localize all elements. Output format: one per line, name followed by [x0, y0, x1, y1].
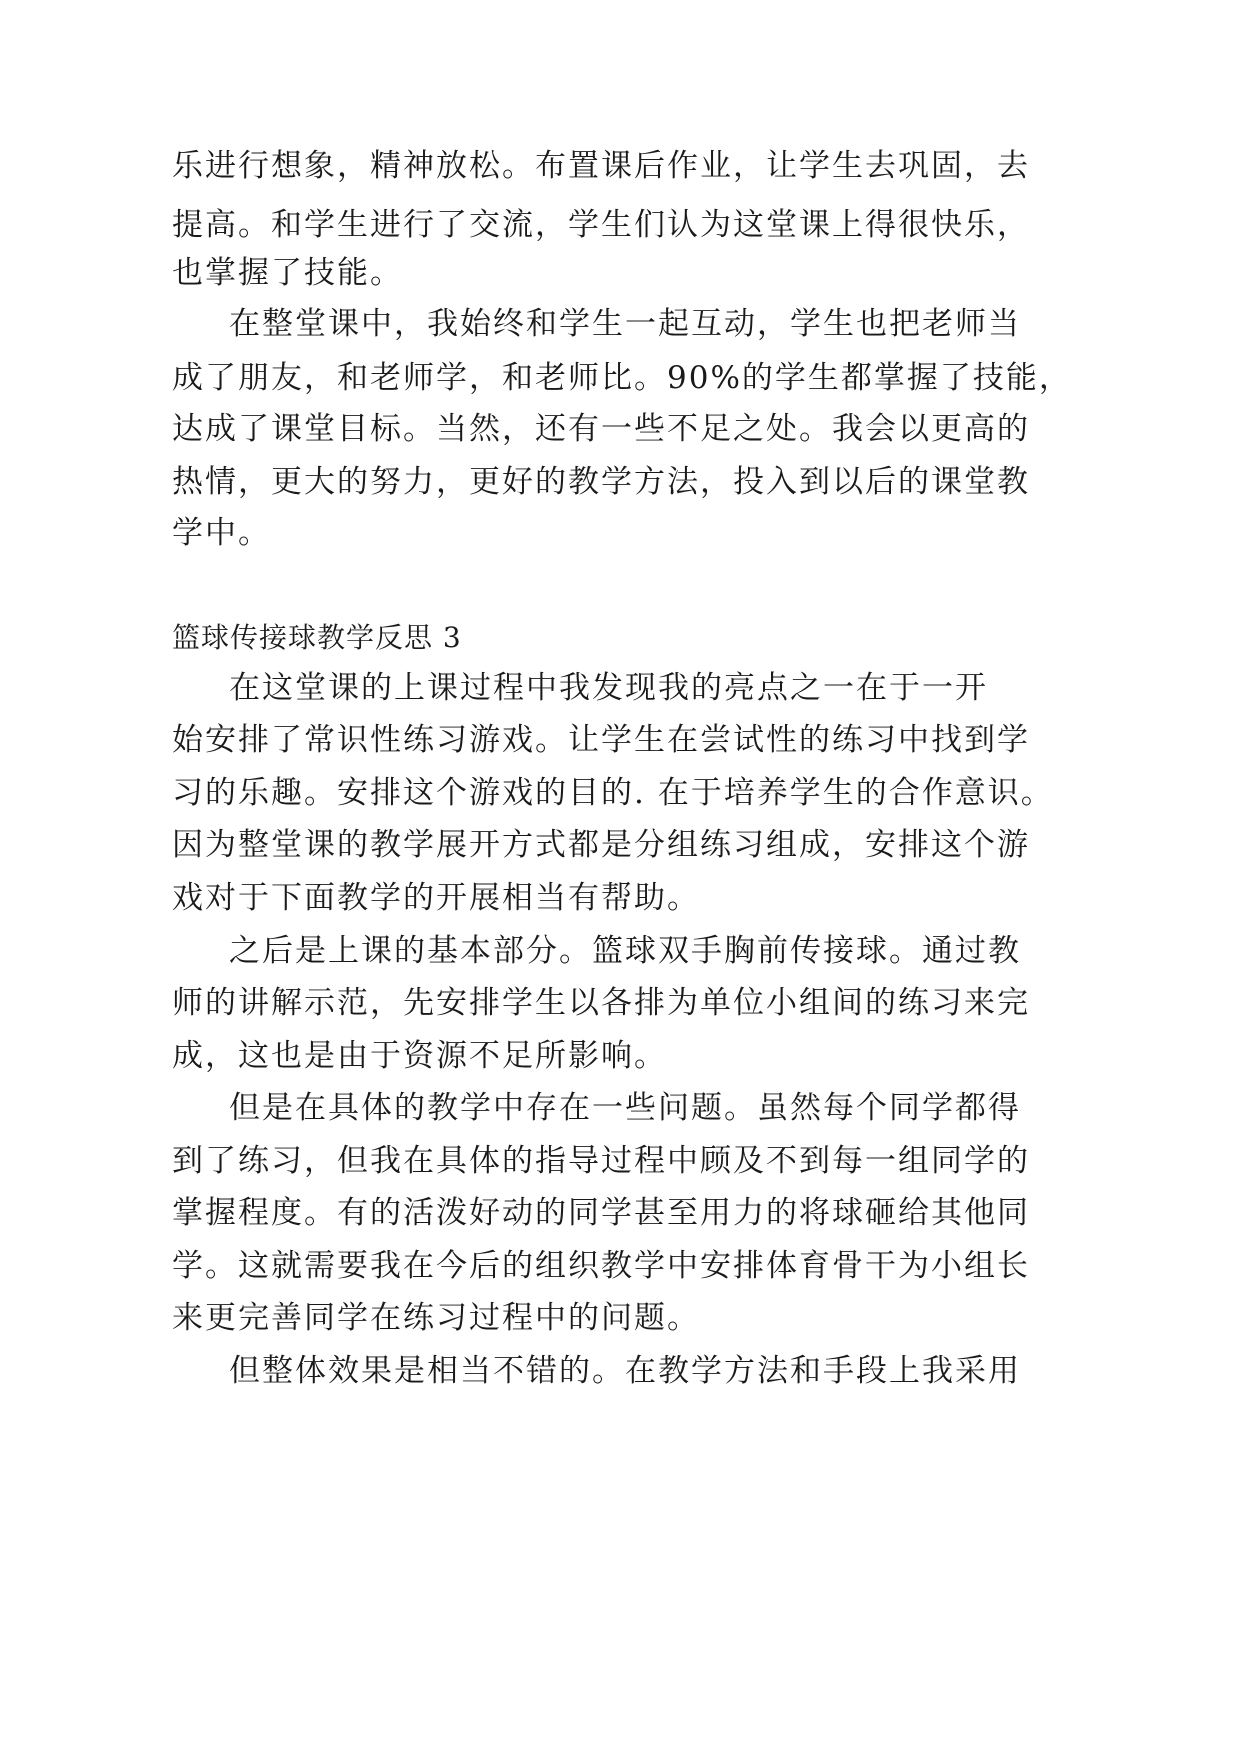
text-line: 也掌握了技能。 [172, 255, 403, 291]
text-line: 热情，更大的努力，更好的教学方法，投入到以后的课堂教 [172, 464, 1030, 500]
text-line: 乐进行想象，精神放松。布置课后作业，让学生去巩固，去 [172, 148, 1030, 184]
text-line: 师的讲解示范，先安排学生以各排为单位小组间的练习来完 [172, 985, 1030, 1021]
text-line: 戏对于下面教学的开展相当有帮助。 [172, 880, 700, 916]
text-line: 在这堂课的上课过程中我发现我的亮点之一在于一开 [229, 670, 988, 706]
text-line: 但是在具体的教学中存在一些问题。虽然每个同学都得 [229, 1090, 1021, 1126]
text-line: 达成了课堂目标。当然，还有一些不足之处。我会以更高的 [172, 411, 1030, 447]
text-line: 来更完善同学在练习过程中的问题。 [172, 1300, 700, 1336]
section-title: 篮球传接球教学反思 3 [172, 621, 462, 654]
text-line: 到了练习，但我在具体的指导过程中顾及不到每一组同学的 [172, 1143, 1030, 1179]
text-line: 成，这也是由于资源不足所影响。 [172, 1038, 667, 1074]
text-line: 学。这就需要我在今后的组织教学中安排体育骨干为小组长 [172, 1248, 1030, 1284]
text-line: 掌握程度。有的活泼好动的同学甚至用力的将球砸给其他同 [172, 1195, 1030, 1231]
text-line: 始安排了常识性练习游戏。让学生在尝试性的练习中找到学 [172, 722, 1030, 758]
text-line: 因为整堂课的教学展开方式都是分组练习组成，安排这个游 [172, 827, 1030, 863]
text-line: 在整堂课中，我始终和学生一起互动，学生也把老师当 [229, 306, 1021, 342]
text-line: 提高。和学生进行了交流，学生们认为这堂课上得很快乐， [172, 207, 1030, 243]
text-line: 习的乐趣。安排这个游戏的目的. 在于培养学生的合作意识。 [172, 775, 1054, 811]
text-line: 学中。 [172, 515, 271, 551]
text-line: 之后是上课的基本部分。篮球双手胸前传接球。通过教 [229, 933, 1021, 969]
text-line: 但整体效果是相当不错的。在教学方法和手段上我采用 [229, 1353, 1021, 1389]
text-line: 成了朋友，和老师学，和老师比。90%的学生都掌握了技能， [172, 360, 1072, 396]
